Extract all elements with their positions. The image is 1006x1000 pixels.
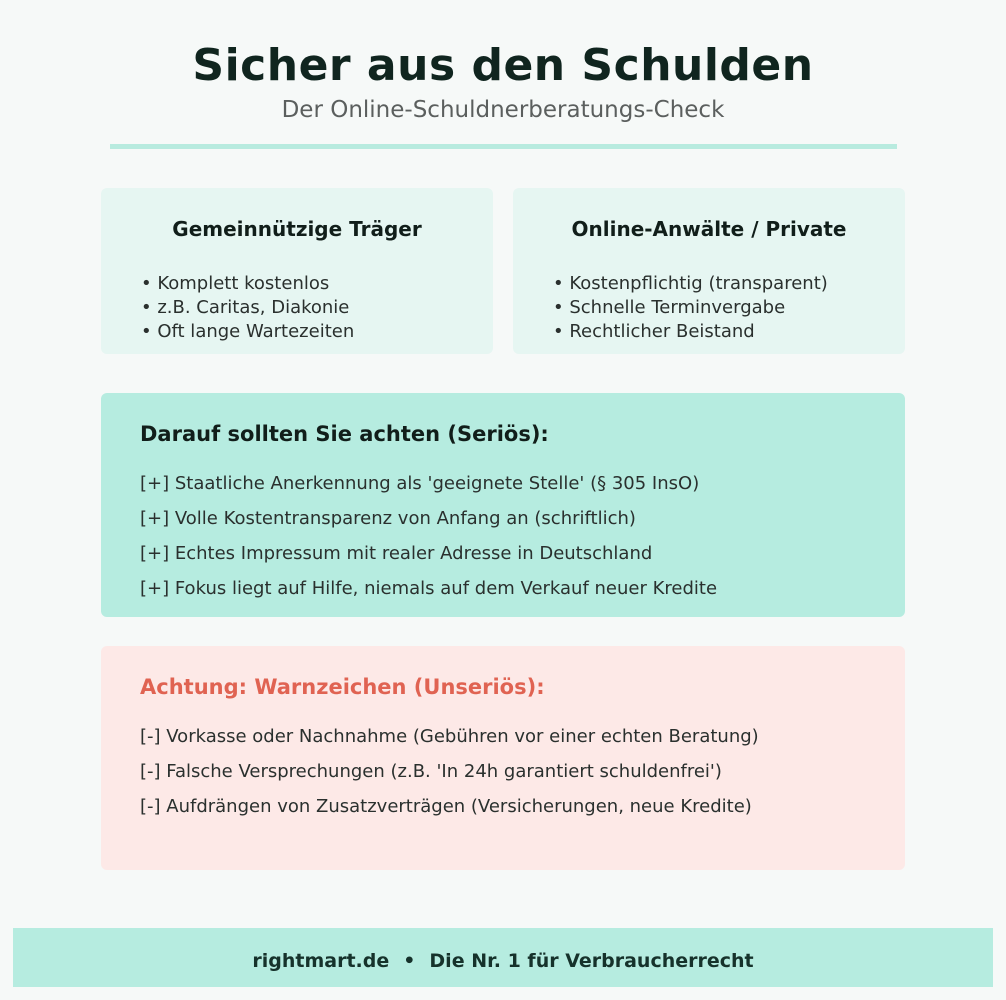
list-item: [+] Volle Kostentransparenz von Anfang an (schriftlich)	[140, 508, 636, 529]
footer-tagline: Die Nr. 1 für Verbraucherrecht	[429, 950, 754, 972]
page-title: Sicher aus den Schulden	[192, 40, 814, 91]
list-item: • z.B. Caritas, Diakonie	[141, 296, 354, 320]
footer-banner	[13, 928, 993, 987]
list-item: [-] Aufdrängen von Zusatzverträgen (Versicherungen, neue Kredite)	[140, 796, 752, 817]
warning-signs-list	[140, 719, 759, 824]
list-item: • Schnelle Terminvergabe	[553, 296, 828, 320]
list-item: [+] Staatliche Anerkennung als 'geeignete Stelle' (§ 305 InsO)	[140, 473, 700, 494]
card-list	[141, 272, 354, 344]
list-item: • Kostenpflichtig (transparent)	[553, 272, 828, 296]
list-item: [+] Echtes Impressum mit realer Adresse in Deutschland	[140, 543, 653, 564]
header-divider	[110, 144, 897, 149]
page-subtitle: Der Online-Schuldnerberatungs-Check	[281, 97, 725, 123]
card-private	[513, 188, 905, 354]
warning-signs-box	[101, 646, 905, 870]
serious-criteria-title: Darauf sollten Sie achten (Seriös):	[140, 422, 549, 446]
list-item: [-] Vorkasse oder Nachnahme (Gebühren vor einer echten Beratung)	[140, 726, 759, 747]
list-item: • Komplett kostenlos	[141, 272, 354, 296]
list-item: • Oft lange Wartezeiten	[141, 320, 354, 344]
footer-brand: rightmart.de	[252, 950, 390, 972]
header	[0, 38, 1006, 126]
warning-signs-title: Achtung: Warnzeichen (Unseriös):	[140, 675, 545, 699]
card-title: Gemeinnützige Träger	[172, 217, 422, 241]
list-item: [+] Fokus liegt auf Hilfe, niemals auf dem Verkauf neuer Kredite	[140, 578, 718, 599]
footer-separator: •	[403, 950, 416, 972]
list-item: • Rechtlicher Beistand	[553, 320, 828, 344]
list-item: [-] Falsche Versprechungen (z.B. 'In 24h garantiert schuldenfrei')	[140, 761, 722, 782]
card-title: Online-Anwälte / Private	[571, 217, 847, 241]
serious-criteria-box	[101, 393, 905, 617]
card-nonprofit	[101, 188, 493, 354]
serious-criteria-list	[140, 466, 717, 606]
card-list	[553, 272, 828, 344]
